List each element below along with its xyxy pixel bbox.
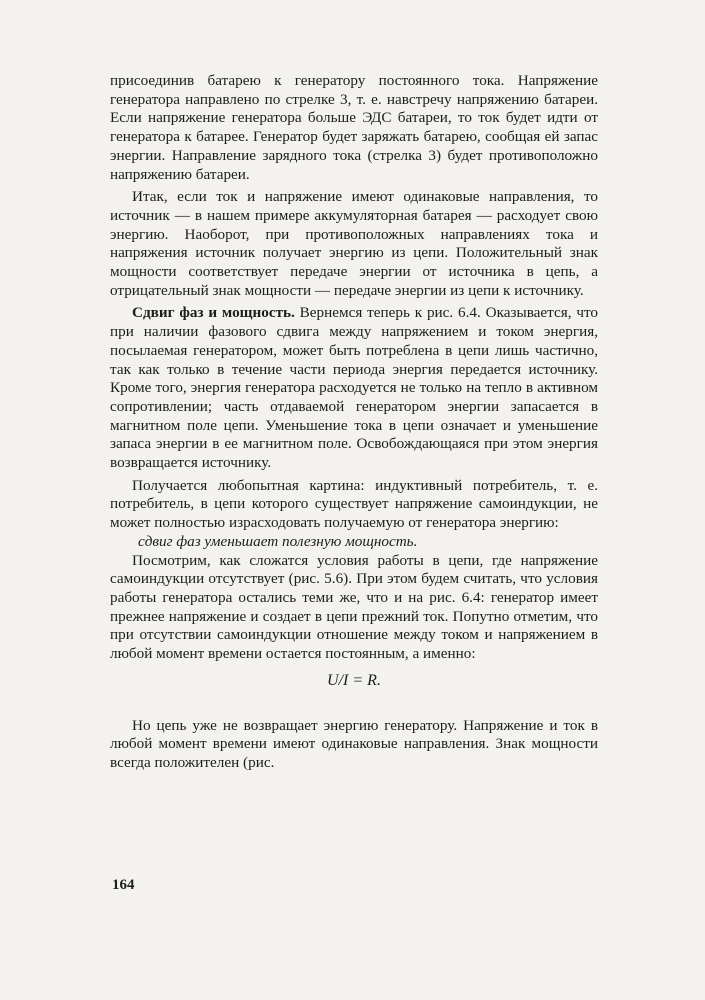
body-text (110, 72, 598, 773)
formula: U/I = R. (327, 671, 381, 689)
italic-statement: сдвиг фаз уменьшает полезную мощность. (138, 532, 418, 550)
paragraph-with-heading (110, 304, 598, 472)
paragraph: Но цепь уже не возвращает энергию генератору. Напряжение и ток в любой момент времени имеют одинаковые направления. Знак мощности всегда положителен (рис. (110, 716, 598, 771)
section-heading: Сдвиг фаз и мощность. (132, 304, 295, 322)
paragraph: Посмотрим, как сложатся условия работы в цепи, где напряжение самоиндукции отсутствует (рис. 5.6). При этом будем считать, что условия работы генератора остались теми же, что и на рис. 6.4: генератор имеет прежнее напряжение и создает в цепи прежний ток. Попутно отметим, что при отсутствии самоиндукции отношение между током и напряжением в любой момент времени остается постоянным, а именно: (110, 551, 598, 663)
page-number: 164 (112, 877, 135, 893)
paragraph: Получается любопытная картина: индуктивный потребитель, т. е. потребитель, в цепи которого существует напряжение самоиндукции, не может полностью израсходовать получаемую от генератора энергию: (110, 476, 598, 532)
paragraph-text: Вернемся теперь к рис. 6.4. Оказывается, что при наличии фазового сдвига между напряжением и током энергия, посылаемая генератором, может быть потреблена в цепи лишь частично, так как только в течение части периода энергия передается источнику. Кроме того, энергия генератора расходуется не только на тепло в активном сопротивлении; часть отдаваемой генератором энергии запасается в магнитном поле цепи. Уменьшение тока в цепи означает и уменьшение запаса энергии в ее магнитном поле. Освобождающаяся при этом энергия возвращается источнику. (110, 304, 598, 472)
paragraph: Итак, если ток и напряжение имеют одинаковые направления, то источник — в нашем примере аккумуляторная батарея — расходует свою энергию. Наоборот, при противоположных направлениях тока и напряжения источник получает энергию из цепи. Положительный знак мощности соответствует передаче энергии от источника в цепь, а отрицательный знак мощности — передаче энергии из цепи к источнику. (110, 188, 598, 299)
paragraph-continuation: присоединив батарею к генератору постоянного тока. Напряжение генератора направлено по стрелке 3, т. е. навстречу напряжению батареи. Если напряжение генератора больше ЭДС батареи, то ток будет идти от генератора к батарее. Генератор будет заряжать батарею, сообщая ей запас энергии. Направление зарядного тока (стрелка 3) будет противоположно напряжению батареи. (110, 72, 598, 183)
